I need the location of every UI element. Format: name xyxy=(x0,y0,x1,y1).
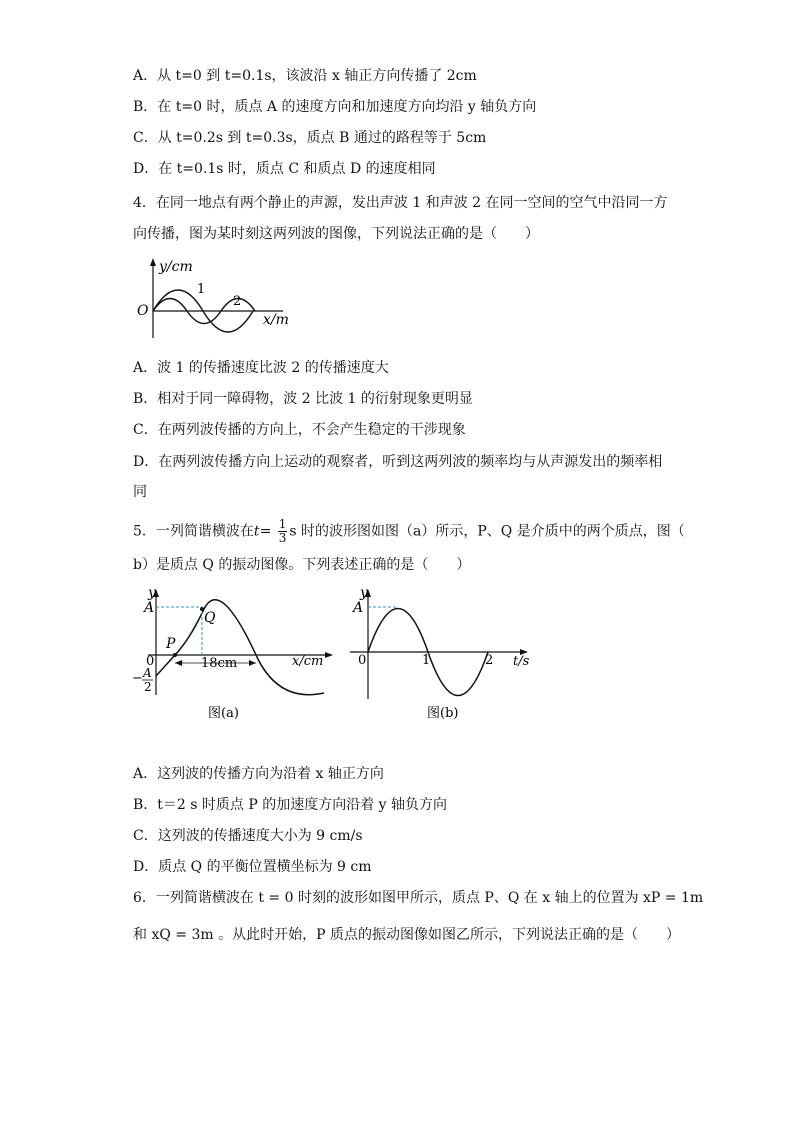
q4-stem-line1: 4．在同一地点有两个静止的声源，发出声波 1 和声波 2 在同一空间的空气中沿同一方 xyxy=(133,195,668,211)
q5-stem-b: s 时的波形图如图（a）所示，P、Q 是介质中的两个质点，图（ xyxy=(289,523,685,540)
q4-y-arrow xyxy=(150,258,156,266)
q3-option-c: C．从 t=0.2s 到 t=0.3s，质点 B 通过的路程等于 5cm xyxy=(133,130,487,146)
q4-wave-figure xyxy=(133,255,303,340)
q5b-origin-label: 0 xyxy=(358,653,367,668)
q5-fraction-num: 1 xyxy=(278,517,287,531)
q3-option-b: B．在 t=0 时，质点 A 的速度方向和加速度方向均沿 y 轴负方向 xyxy=(133,99,537,115)
q5b-amplitude-label: A xyxy=(353,600,364,616)
q5a-caption: 图(a) xyxy=(208,706,239,721)
q5b-x-label: t/s xyxy=(513,654,530,669)
q5a-neg-half-num: A xyxy=(143,666,152,680)
q5-stem-line2: b）是质点 Q 的振动图像。下列表述正确的是（ ） xyxy=(133,557,471,573)
q5-stem-eq: = xyxy=(259,523,272,540)
q5-fraction-den: 3 xyxy=(278,531,287,545)
q5-stem-a: 5．一列简谐横波在 xyxy=(133,523,254,540)
q5a-dim-arrow-left xyxy=(175,660,182,666)
q4-y-label: y/cm xyxy=(159,259,193,275)
q3-option-a: A．从 t=0 到 t=0.1s，该波沿 x 轴正方向传播了 2cm xyxy=(133,68,477,84)
q5-option-d: D．质点 Q 的平衡位置横坐标为 9 cm xyxy=(133,859,372,875)
q5a-waveform xyxy=(156,600,324,695)
q6-stem-line1: 6．一列简谐横波在 t = 0 时刻的波形如图甲所示，质点 P、Q 在 x 轴上的位置为 xP = 1m xyxy=(133,890,704,906)
q5a-neg-half-den: 2 xyxy=(144,680,152,694)
q5a-x-arrow xyxy=(325,652,333,658)
q4-origin-label: O xyxy=(137,303,149,319)
q5a-x-label: x/cm xyxy=(292,654,324,669)
q5b-tick-1: 1 xyxy=(422,653,431,668)
q4-wave-2-label: 2 xyxy=(233,294,242,309)
q5a-distance-label: 18cm xyxy=(201,656,238,671)
q5-figure-b xyxy=(345,585,535,725)
q4-option-b: B．相对于同一障碍物，波 2 比波 1 的衍射现象更明显 xyxy=(133,391,473,407)
q4-stem-line2: 向传播，图为某时刻这两列波的图像，下列说法正确的是（ ） xyxy=(133,226,539,242)
q4-option-c: C．在两列波传播的方向上，不会产生稳定的干涉现象 xyxy=(133,422,466,438)
q4-wave-1-label: 1 xyxy=(197,282,206,297)
q5-option-c: C．这列波的传播速度大小为 9 cm/s xyxy=(133,828,363,844)
q4-option-a: A．波 1 的传播速度比波 2 的传播速度大 xyxy=(133,360,389,376)
q5b-tick-2: 2 xyxy=(485,653,494,668)
q5-option-a: A．这列波的传播方向为沿着 x 轴正方向 xyxy=(133,766,384,782)
q5a-origin-label: 0 xyxy=(146,654,155,669)
q5-fraction xyxy=(278,518,288,545)
q4-option-d-line2: 同 xyxy=(133,484,147,500)
q5a-minus-sign: − xyxy=(132,671,143,686)
q5b-y-label: y xyxy=(360,585,368,601)
q5a-point-p xyxy=(173,653,177,657)
q5-figure-a xyxy=(128,585,338,725)
q4-option-d-line1: D．在两列波传播方向上运动的观察者，听到这两列波的频率均与从声源发出的频率相 xyxy=(133,454,663,470)
q4-x-label: x/m xyxy=(263,312,289,328)
q6-stem-line2: 和 xQ = 3m 。从此时开始，P 质点的振动图像如图乙所示，下列说法正确的是（ ） xyxy=(133,927,680,943)
q5a-dim-arrow-right xyxy=(249,660,256,666)
q5-stem-line1 xyxy=(133,518,685,545)
q5a-y-label: y xyxy=(148,585,156,601)
q5b-caption: 图(b) xyxy=(427,706,459,721)
q5a-q-label: Q xyxy=(204,610,216,626)
q5-option-b: B．t＝2 s 时质点 P 的加速度方向沿着 y 轴负方向 xyxy=(133,797,448,813)
q3-option-d: D．在 t=0.1s 时，质点 C 和质点 D 的速度相同 xyxy=(133,161,436,177)
q5a-p-label: P xyxy=(166,636,176,652)
q5a-amplitude-label: A xyxy=(144,600,155,616)
q5-stem-t: t xyxy=(253,523,260,540)
